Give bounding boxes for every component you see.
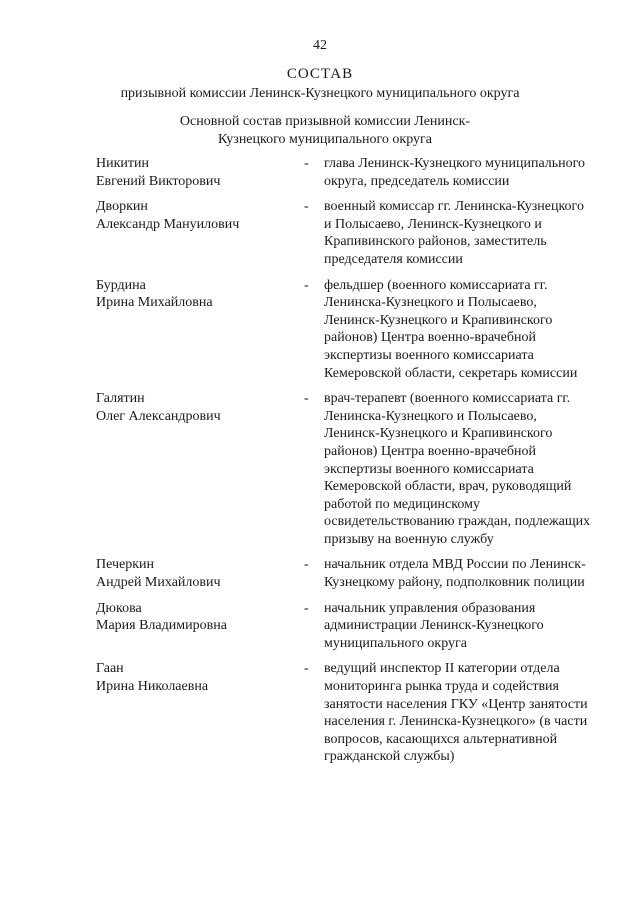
member-surname: Галятин — [96, 391, 145, 407]
member-name — [96, 556, 304, 591]
member-dash: - — [304, 156, 309, 171]
members-list — [96, 155, 596, 774]
member-name — [96, 390, 304, 548]
member-name — [96, 660, 304, 766]
member-row — [96, 198, 596, 268]
document-title: СОСТАВ — [286, 66, 354, 82]
member-row — [96, 277, 596, 383]
document-subtitle: призывной комиссии Ленинск-Кузнецкого муниципального округа — [120, 86, 520, 101]
member-role: фельдшер (военного комиссариата гг. Ленинска-Кузнецкого и Полысаево, Ленинск-Кузнецкого и Крапивинского районов) Центра военно-врачебной экспертизы военного комиссариата Кемеровской области, секретарь комиссии — [324, 277, 578, 381]
member-given-name: Евгений Викторович — [96, 173, 221, 189]
member-role: глава Ленинск-Кузнецкого муниципального округа, председатель комиссии — [324, 156, 586, 189]
member-role: врач-терапевт (военного комиссариата гг. Ленинска-Кузнецкого и Полысаево, Ленинск-Кузнецкого и Крапивинского районов) Центра военно-врачебной экспертизы военного комиссариата Кемеровской области, врач, руководящий работой по медицинскому освидетельствованию граждан, подлежащих призыву на военную службу — [324, 391, 591, 547]
member-given-name: Ирина Михайловна — [96, 295, 213, 311]
section-title: Основной состав призывной комиссии Ленинск-Кузнецкого муниципального округа — [179, 114, 471, 147]
member-surname: Гаан — [96, 661, 124, 677]
member-row — [96, 556, 596, 591]
member-surname: Бурдина — [96, 277, 146, 293]
page-number: 42 — [313, 38, 327, 53]
member-surname: Никитин — [96, 156, 149, 171]
member-row — [96, 390, 596, 548]
member-row — [96, 155, 596, 190]
member-role: военный комиссар гг. Ленинска-Кузнецкого и Полысаево, Ленинск-Кузнецкого и Крапивинского районов, заместитель председателя комиссии — [324, 199, 584, 267]
member-role: ведущий инспектор II категории отдела мониторинга рынка труда и содействия занятости населения ГКУ «Центр занятости населения г. Ленинска-Кузнецкого» (в части вопросов, касающихся альтернативной гражданской службы) — [324, 661, 588, 765]
member-role: начальник отдела МВД России по Ленинск-Кузнецкому району, подполковник полиции — [324, 557, 586, 591]
member-given-name: Ирина Николаевна — [96, 679, 209, 695]
member-given-name: Мария Владимировна — [96, 618, 227, 634]
member-surname: Дворкин — [96, 199, 148, 215]
member-name — [96, 600, 304, 653]
member-given-name: Александр Мануилович — [96, 216, 240, 232]
member-surname: Печеркин — [96, 557, 155, 573]
member-name — [96, 277, 304, 383]
member-dash: - — [304, 391, 309, 407]
member-dash: - — [304, 199, 309, 215]
member-given-name: Олег Александрович — [96, 408, 221, 424]
member-dash: - — [304, 557, 309, 573]
member-role: начальник управления образования администрации Ленинск-Кузнецкого муниципального округа — [324, 600, 544, 651]
member-name — [96, 198, 304, 268]
member-surname: Дюкова — [96, 600, 142, 616]
member-dash: - — [304, 661, 309, 677]
member-dash: - — [304, 277, 309, 293]
member-row — [96, 660, 596, 766]
member-name — [96, 155, 304, 190]
member-dash: - — [304, 600, 309, 616]
member-given-name: Андрей Михайлович — [96, 575, 221, 591]
member-row — [96, 600, 596, 653]
